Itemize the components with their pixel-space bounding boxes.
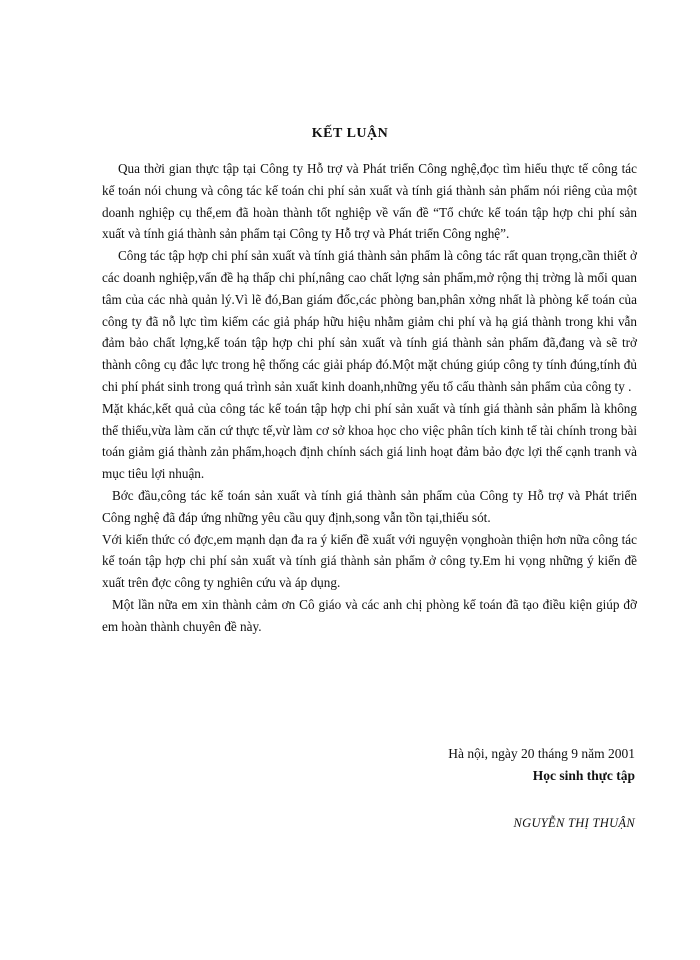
signature-name: NGUYỄN THỊ THUẬN [513,816,635,830]
paragraph-thanks: Một lần nữa em xin thành cảm ơn Cô giáo và các anh chị phòng kế toán đã tạo điều kiện giúp đỡ em hoàn thành chuyên đề này. [102,596,637,634]
signature-role: Học sinh thực tập [532,768,635,783]
signature-date: Hà nội, ngày 20 tháng 9 năm 2001 [448,746,635,761]
paragraph-assessment: Bớc đầu,công tác kế toán sản xuất và tính giá thành sản phẩm của Công ty Hỗ trợ và Phát triển Công nghệ đã đáp ứng những yêu cầu quy định,song vẫn tồn tại,thiếu sót. [102,487,637,525]
page-title: KẾT LUẬN [311,126,389,141]
paragraph-proposal: Với kiến thức có đợc,em mạnh dạn đa ra ý kiến đề xuất với nguyện vọnghoàn thiện hơn nữa công tác kế toán tập hợp chi phí sản xuất và tính giá thành sản phẩm ở công ty.Em hi vọng những ý kiến đề xuất trên đợc công ty nghiên cứu và áp dụng. [102,531,637,591]
paragraph-intro: Qua thời gian thực tập tại Công ty Hỗ trợ và Phát triển Công nghệ,đọc tìm hiểu thực tế công tác kế toán nói chung và công tác kế toán chi phí sản xuất và tính giá thành sản phẩm nói riêng của một doanh nghiệp cụ thể,em đã hoàn thành tốt nghiệp về vấn đề “Tổ chức kế toán tập hợp chi phí sản xuất và tính giá thành sản phẩm tại Công ty Hỗ trợ và Phát triển Công nghệ”. [102,161,637,242]
paragraph-importance: Công tác tập hợp chi phí sản xuất và tính giá thành sản phẩm là công tác rất quan trọng,cần thiết ở các doanh nghiệp,vấn đề hạ thấp chi phí,nâng cao chất lợng sản phẩm,mở rộng thị trờng là mối quan tâm của các nhà quản lý.Vì lẽ đó,Ban giám đốc,các phòng ban,phân xởng nhất là phòng kế toán của công ty đã nỗ lực tìm kiếm các giả pháp hữu hiệu nhằm giảm chi phí và hạ giá thành trong khi vẫn đảm bảo chất lợng,kế toán tập hợp chi phí sản xuất và tính giá thành sản phẩm đã,đang và sẽ trở thành công cụ đắc lực trong hệ thống các giải pháp đó.Một mặt chúng giúp công ty tính đúng,tính đủ chi phí phát sinh trong quá trình sản xuất kinh doanh,những yếu tố cấu thành sản phẩm của công ty . [102,248,637,394]
document-body [102,158,637,638]
paragraph-results: Mặt khác,kết quả của công tác kế toán tập hợp chi phí sản xuất và tính giá thành sản phẩm là không thể thiếu,vừa làm căn cứ thực tế,vừ làm cơ sở khoa học cho việc phân tích kinh tế tài chính trong bài toán giảm giá thành zản phẩm,hoạch định chính sách giá linh hoạt đảm bảo đợc lợi thế cạnh tranh và mục tiêu lợi nhuận. [102,400,637,482]
